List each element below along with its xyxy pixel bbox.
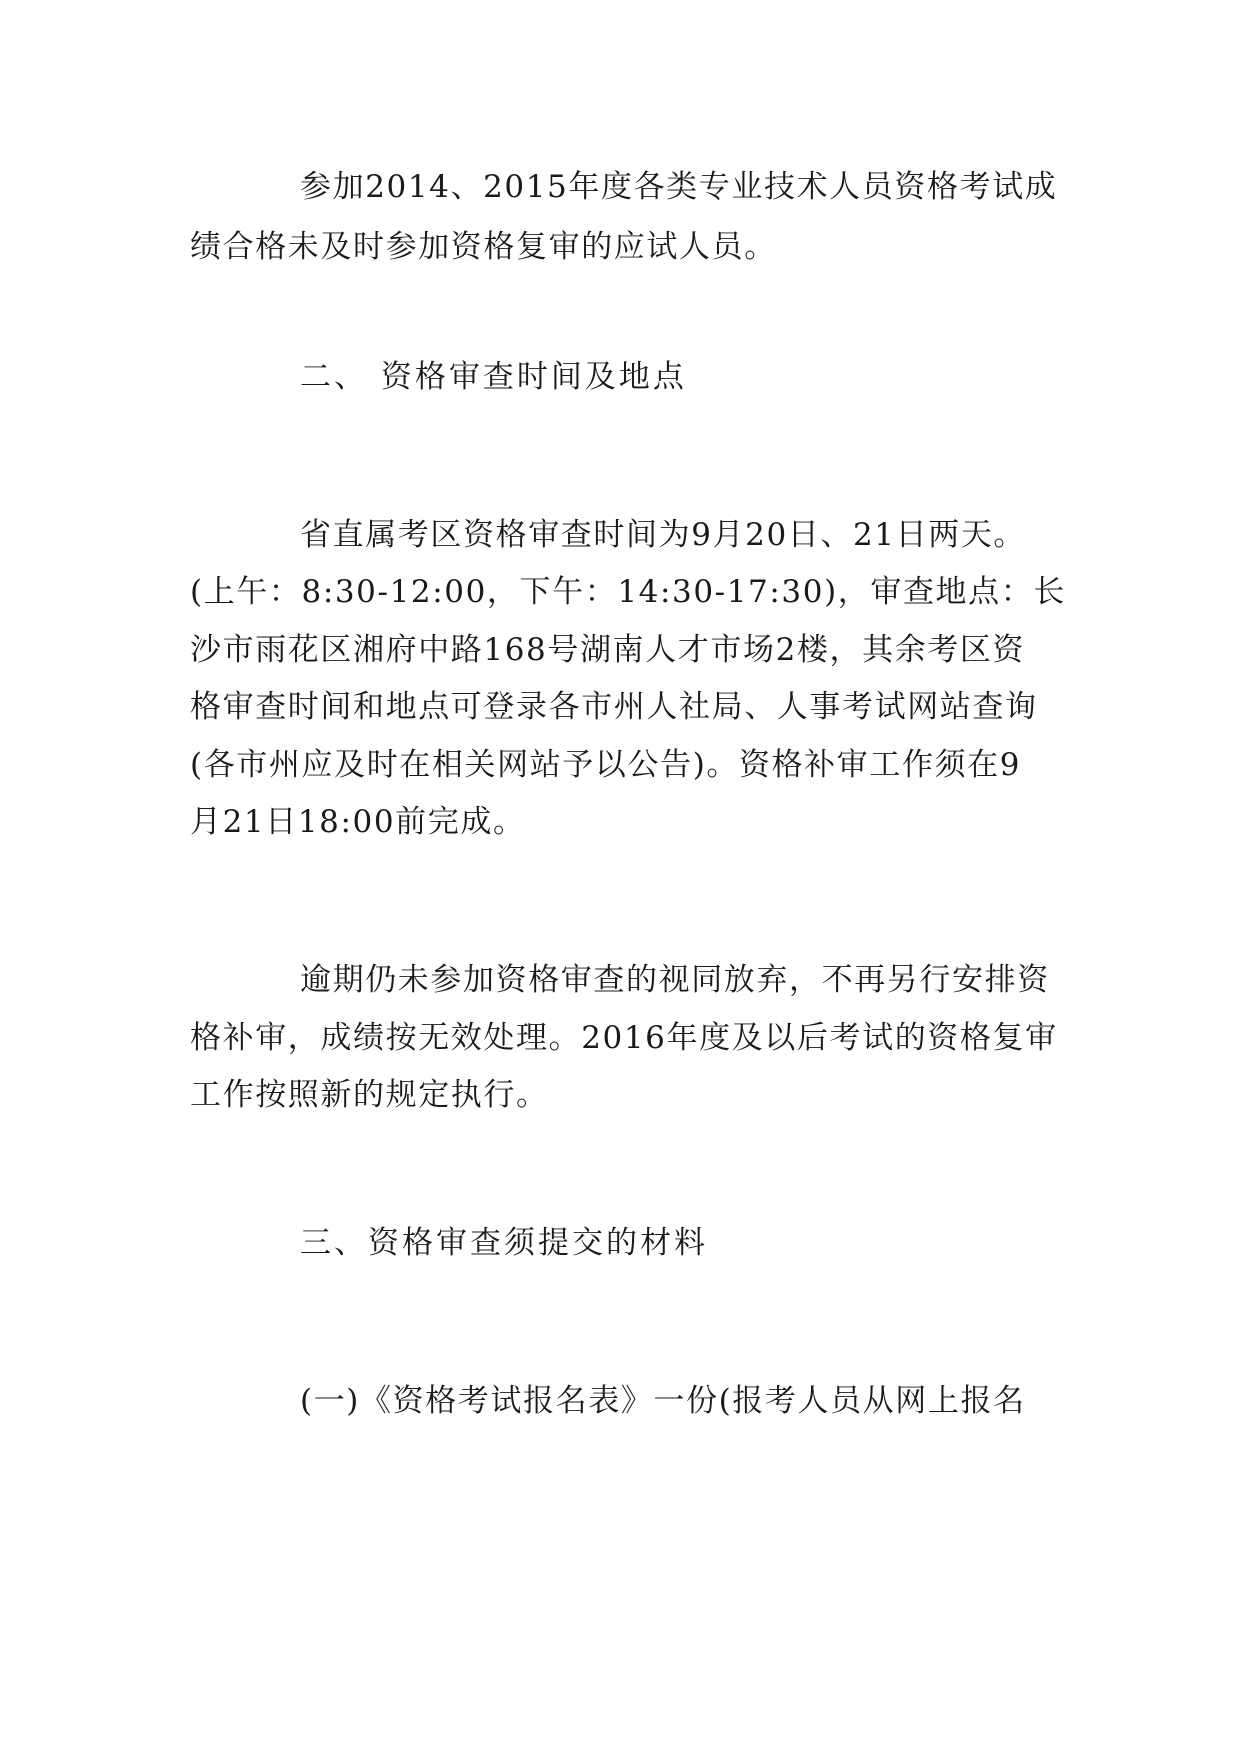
paragraph-3-line-2: 格补审，成绩按无效处理。2016年度及以后考试的资格复审: [190, 1020, 1058, 1056]
section-heading-2: 二、 资格审查时间及地点: [300, 359, 687, 395]
paragraph-2-line-6: 月21日18:00前完成。: [190, 804, 526, 840]
paragraph-1-line-1: 参加2014、2015年度各类专业技术人员资格考试成: [300, 169, 1058, 205]
section-heading-3: 三、资格审查须提交的材料: [300, 1225, 708, 1261]
paragraph-1-line-2: 绩合格未及时参加资格复审的应试人员。: [190, 229, 777, 265]
paragraph-2-line-4: 格审查时间和地点可登录各市州人社局、人事考试网站查询: [190, 689, 1038, 725]
paragraph-4-line-1: (一)《资格考试报名表》一份(报考人员从网上报名: [300, 1383, 1026, 1419]
paragraph-2-line-1: 省直属考区资格审查时间为9月20日、21日两天。: [300, 517, 1027, 553]
paragraph-3-line-1: 逾期仍未参加资格审查的视同放弃，不再另行安排资: [300, 962, 1050, 998]
paragraph-3-line-3: 工作按照新的规定执行。: [190, 1077, 549, 1113]
paragraph-2-line-5: (各市州应及时在相关网站予以公告)。资格补审工作须在9: [190, 747, 1022, 783]
paragraph-2-line-2: (上午：8:30-12:00，下午：14:30-17:30)，审查地点：长: [190, 574, 1066, 610]
paragraph-2-line-3: 沙市雨花区湘府中路168号湖南人才市场2楼，其余考区资: [190, 632, 1026, 668]
